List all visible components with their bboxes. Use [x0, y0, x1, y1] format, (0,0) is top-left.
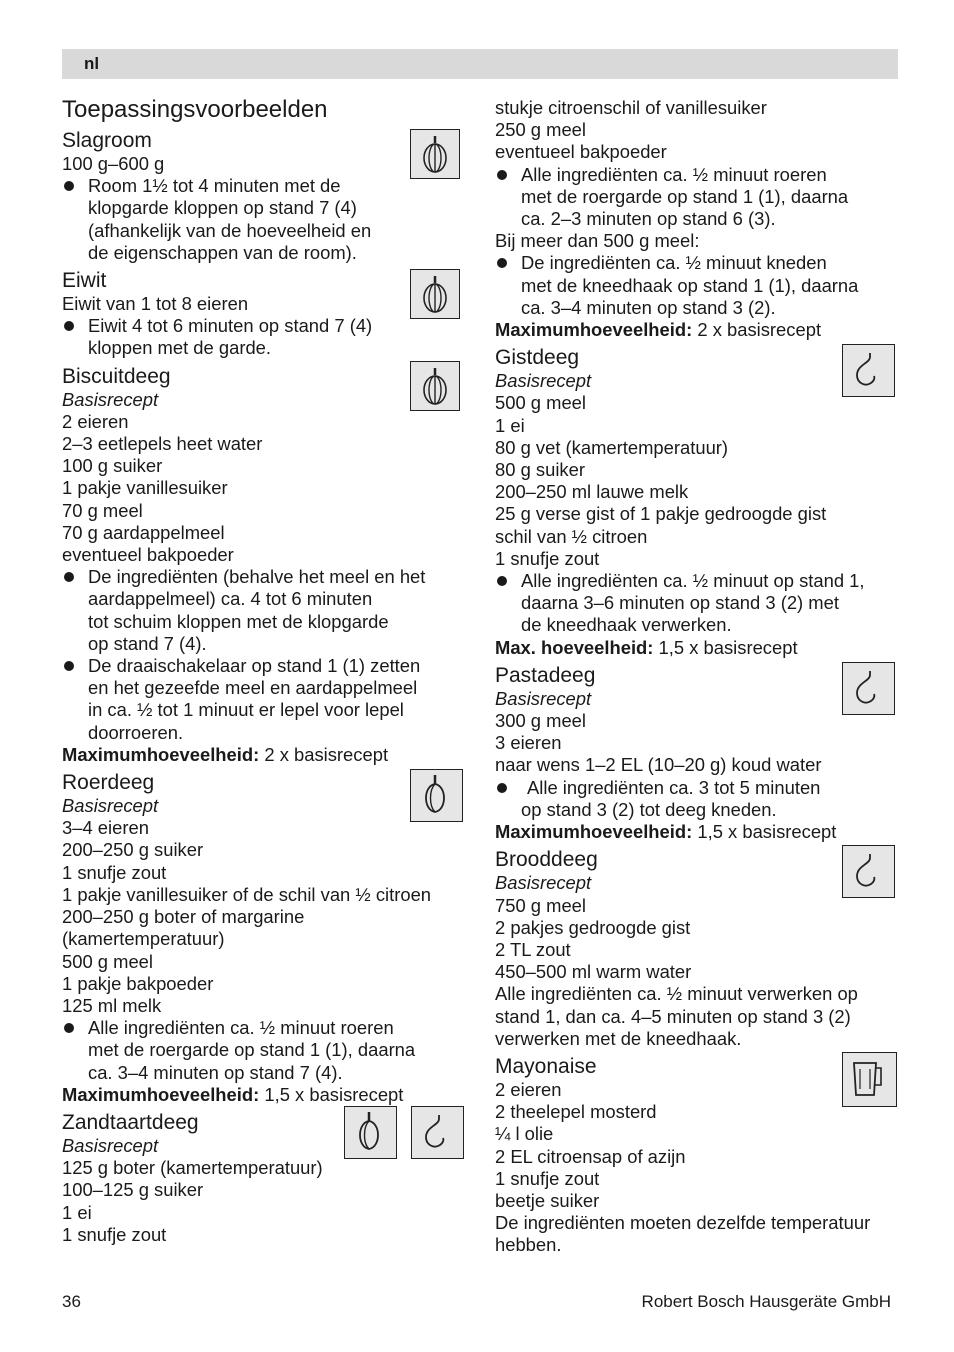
bullet-item — [62, 566, 462, 655]
text-line: 125 ml melk — [62, 994, 162, 1016]
text-line: 100–125 g suiker — [62, 1179, 204, 1201]
bullet-item — [495, 164, 899, 231]
text-line: eventueel bakpoeder — [62, 544, 234, 566]
section-zandtaartdeeg-continued — [495, 97, 899, 341]
text-line: Alle ingrediënten ca. ½ minuut roeren — [521, 163, 827, 185]
text-line: 100 g suiker — [62, 455, 163, 477]
bullet-item — [62, 315, 462, 359]
text-line: ca. 3–4 minuten op stand 7 (4). — [88, 1061, 343, 1083]
text-line: in ca. ½ tot 1 minuut er lepel voor lepel — [88, 699, 404, 721]
text-line: stukje citroenschil of vanillesuiker — [495, 97, 767, 118]
heading-zandtaartdeeg: Zandtaartdeeg — [62, 1110, 199, 1134]
heading-slagroom: Slagroom — [62, 129, 152, 152]
bullet-item — [495, 777, 899, 821]
text-line: Alle ingrediënten ca. ½ minuut op stand 1, — [521, 570, 865, 592]
text-line: en het gezeefde meel en aardappelmeel — [88, 677, 418, 699]
text-line: 1 ei — [62, 1201, 92, 1223]
text-line: 2 pakjes gedroogde gist — [495, 916, 691, 938]
kneading-hook-icon — [411, 1106, 464, 1159]
text-line: 1 pakje vanillesuiker — [62, 477, 228, 499]
text-line: 1 snufje zout — [495, 547, 600, 569]
kneading-hook-icon — [842, 344, 895, 397]
text-line: 3 eieren — [495, 732, 562, 754]
max-value: 1,5 x basisrecept — [692, 821, 837, 843]
whisk-icon — [410, 361, 460, 411]
max-amount — [62, 1084, 462, 1106]
page-title: Toepassingsvoorbeelden — [62, 96, 328, 123]
text-line: 3–4 eieren — [62, 817, 149, 839]
text-line: Room 1½ tot 4 minuten met de — [88, 175, 341, 197]
max-amount — [495, 637, 899, 659]
blender-icon — [842, 1052, 897, 1107]
text-line: 70 g aardappelmeel — [62, 521, 225, 543]
text-line: Alle ingrediënten ca. 3 tot 5 minuten — [527, 776, 821, 798]
text-line: 1 pakje bakpoeder — [62, 972, 214, 994]
text-line: 2 theelepel mosterd — [495, 1101, 657, 1123]
text-line: schil van ½ citroen — [495, 525, 648, 547]
text-line: 2 EL citroensap of azijn — [495, 1145, 686, 1167]
text-line: met de roergarde op stand 1 (1), daarna — [521, 185, 849, 207]
text-line: Alle ingrediënten ca. ½ minuut verwerken op — [495, 983, 858, 1005]
section-eiwit — [62, 269, 462, 360]
text-line: 300 g meel — [495, 710, 586, 732]
text-line: de eigenschappen van de room). — [88, 241, 357, 263]
page-number: 36 — [62, 1292, 81, 1311]
heading-brooddeeg: Brooddeeg — [495, 848, 598, 872]
basis-label: Basisrecept — [495, 687, 592, 709]
left-column — [62, 96, 462, 1251]
text-line: (kamertemperatuur) — [62, 928, 225, 950]
text-line: doorroeren. — [88, 721, 184, 743]
max-label: Maximumhoeveelheid: — [495, 319, 693, 341]
text-line: beetje suiker — [495, 1189, 600, 1211]
text-line: 1 snufje zout — [495, 1167, 600, 1189]
text-line: Bij meer dan 500 g meel: — [495, 230, 700, 252]
text-line: op stand 3 (2) tot deeg kneden. — [521, 798, 777, 820]
max-value: 2 x basisrecept — [259, 743, 389, 765]
language-bar — [62, 49, 898, 79]
stirring-whisk-icon — [344, 1106, 397, 1159]
heading-pastadeeg: Pastadeeg — [495, 663, 596, 687]
text-line: 80 g suiker — [495, 459, 585, 481]
text-line: ca. 3–4 minuten op stand 3 (2). — [521, 296, 776, 318]
text-line: 500 g meel — [62, 950, 153, 972]
text-line: 200–250 ml lauwe melk — [495, 481, 689, 503]
text-line: 750 g meel — [495, 894, 586, 916]
text-line: 450–500 ml warm water — [495, 961, 692, 983]
basis-label: Basisrecept — [495, 370, 592, 392]
text-line: 250 g meel — [495, 119, 586, 141]
text-line: tot schuim kloppen met de klopgarde — [88, 610, 389, 632]
text-line: 500 g meel — [495, 392, 586, 414]
text-line: daarna 3–6 minuten op stand 3 (2) met — [521, 592, 839, 614]
text-line: 2 eieren — [495, 1078, 562, 1100]
kneading-hook-icon — [842, 845, 895, 898]
max-label: Maximumhoeveelheid: — [62, 1083, 260, 1105]
text-line: 2 eieren — [62, 410, 129, 432]
text-line: klopgarde kloppen op stand 7 (4) — [88, 197, 357, 219]
text-line: eventueel bakpoeder — [495, 141, 667, 163]
text-line: met de roergarde op stand 1 (1), daarna — [88, 1039, 416, 1061]
whisk-icon — [410, 269, 460, 319]
max-label: Maximumhoeveelheid: — [62, 743, 260, 765]
text-line: 1 ei — [495, 414, 525, 436]
text-line: op stand 7 (4). — [88, 632, 207, 654]
text-line: 1 snufje zout — [62, 1223, 167, 1245]
section-gistdeeg — [495, 346, 899, 659]
max-value: 2 x basisrecept — [692, 319, 822, 341]
max-value: 1,5 x basisrecept — [259, 1083, 404, 1105]
text-line: 200–250 g suiker — [62, 839, 204, 861]
basis-label: Basisrecept — [495, 872, 592, 894]
section-brooddeeg — [495, 848, 899, 1050]
section-pastadeeg — [495, 664, 899, 843]
text-line: 1 pakje vanillesuiker of de schil van ½ citroen — [62, 883, 432, 905]
bullet-item — [62, 175, 462, 264]
bullet-item — [495, 252, 899, 319]
text-line: hebben. — [495, 1234, 562, 1256]
text-line: stand 1, dan ca. 4–5 minuten op stand 3 (2) — [495, 1005, 851, 1027]
heading-biscuitdeeg: Biscuitdeeg — [62, 364, 171, 388]
text-line: 70 g meel — [62, 499, 143, 521]
max-label: Max. hoeveelheid: — [495, 636, 654, 658]
text-line: Eiwit van 1 tot 8 eieren — [62, 293, 249, 315]
right-column — [495, 97, 899, 1262]
basis-label: Basisrecept — [62, 1134, 159, 1156]
text-line: (afhankelijk van de hoeveelheid en — [88, 219, 372, 241]
section-biscuitdeeg — [62, 365, 462, 766]
text-line: 100 g–600 g — [62, 153, 165, 174]
heading-eiwit: Eiwit — [62, 269, 107, 293]
heading-mayonaise: Mayonaise — [495, 1054, 597, 1078]
text-line: 125 g boter (kamertemperatuur) — [62, 1157, 323, 1179]
bullet-item — [62, 1017, 462, 1084]
text-line: 2–3 eetlepels heet water — [62, 433, 263, 455]
max-amount — [62, 744, 462, 766]
text-line: De ingrediënten (behalve het meel en het — [88, 566, 426, 588]
heading-gistdeeg: Gistdeeg — [495, 346, 580, 370]
section-slagroom — [62, 129, 462, 264]
text-line: kloppen met de garde. — [88, 337, 272, 359]
text-line: naar wens 1–2 EL (10–20 g) koud water — [495, 754, 822, 776]
text-line: 2 TL zout — [495, 938, 571, 960]
text-line: Alle ingrediënten ca. ½ minuut roeren — [88, 1017, 394, 1039]
section-zandtaartdeeg — [62, 1111, 462, 1246]
basis-label: Basisrecept — [62, 388, 159, 410]
company-name: Robert Bosch Hausgeräte GmbH — [641, 1292, 891, 1311]
text-line: De ingrediënten ca. ½ minuut kneden — [521, 252, 827, 274]
basis-label: Basisrecept — [62, 795, 159, 817]
section-roerdeeg — [62, 771, 462, 1106]
text-line: de kneedhaak verwerken. — [521, 614, 732, 636]
text-line: Eiwit 4 tot 6 minuten op stand 7 (4) — [88, 315, 373, 337]
kneading-hook-icon — [842, 662, 895, 715]
max-amount — [495, 821, 899, 843]
text-line: verwerken met de kneedhaak. — [495, 1027, 742, 1049]
text-line: ¼ l olie — [495, 1123, 554, 1145]
text-line: De ingrediënten moeten dezelfde temperatuur — [495, 1212, 871, 1234]
language-code: nl — [84, 54, 100, 73]
bullet-item — [62, 655, 462, 744]
text-line: De draaischakelaar op stand 1 (1) zetten — [88, 655, 421, 677]
text-line: 200–250 g boter of margarine — [62, 906, 305, 928]
text-line: 80 g vet (kamertemperatuur) — [495, 436, 729, 458]
max-label: Maximumhoeveelheid: — [495, 821, 693, 843]
section-mayonaise — [495, 1055, 899, 1257]
max-amount — [495, 319, 899, 341]
bullet-item — [495, 570, 899, 637]
stirring-whisk-icon — [410, 769, 463, 822]
text-line: 1 snufje zout — [62, 861, 167, 883]
max-value: 1,5 x basisrecept — [653, 636, 798, 658]
text-line: ca. 2–3 minuten op stand 6 (3). — [521, 208, 776, 230]
text-line: met de kneedhaak op stand 1 (1), daarna — [521, 274, 859, 296]
text-line: 25 g verse gist of 1 pakje gedroogde gist — [495, 503, 827, 525]
heading-roerdeeg: Roerdeeg — [62, 771, 155, 795]
text-line: aardappelmeel) ca. 4 tot 6 minuten — [88, 588, 373, 610]
whisk-icon — [410, 129, 460, 179]
